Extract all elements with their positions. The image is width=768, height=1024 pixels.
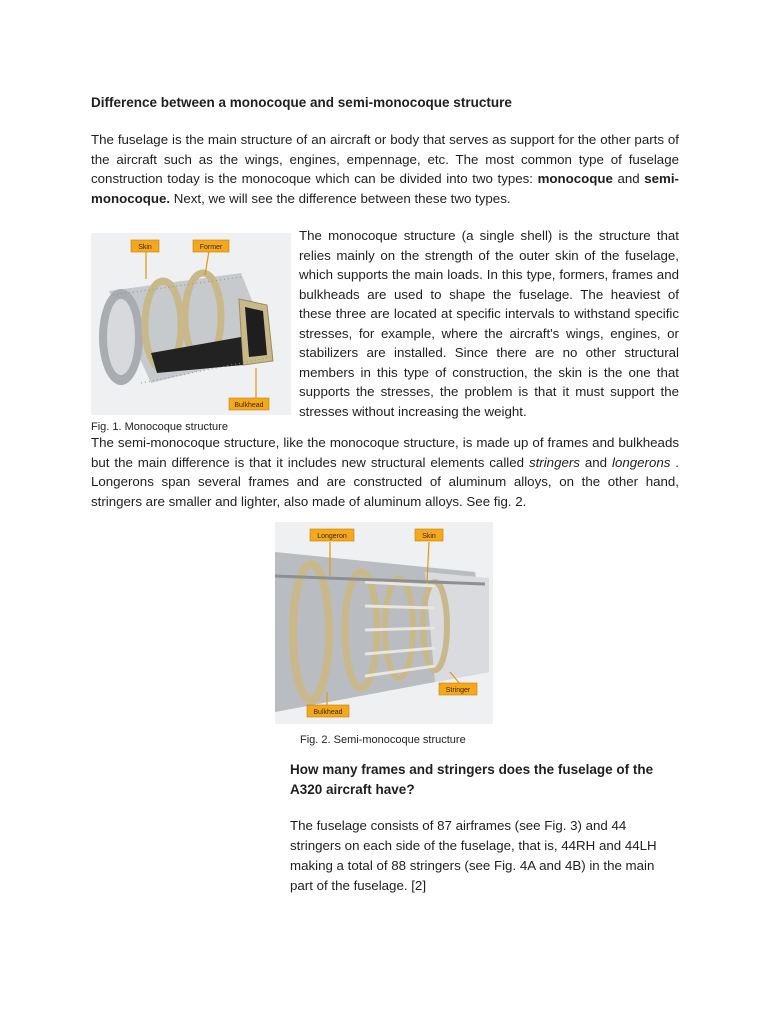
- semi-italic-longerons: longerons: [611, 454, 671, 470]
- label-bulkhead-2: Bulkhead: [313, 709, 343, 716]
- label-longeron: Longeron: [317, 533, 347, 540]
- label-bulkhead: Bulkhead: [234, 402, 264, 409]
- semi-text-2: and: [579, 454, 612, 470]
- semi-italic-stringers: stringers: [528, 454, 580, 470]
- monocoque-figure: [91, 233, 291, 415]
- monocoque-paragraph: The monocoque structure (a single shell) is the structure that relies mainly on the strength of the outer skin of the fuselage, which supports the main loads. In this type, formers, frames and bulkheads are used to shape the fuselage. The heaviest of these three are located at specific intervals to withstand specific stresses, for example, where the aircraft's wings, engines, or stabilizers are installed. Since there are no other structural members in this type of construction, the skin is the one that supports the stresses, the problem is that it must support the stresses without increasing the weight.: [299, 228, 679, 419]
- intro-paragraph: [91, 130, 679, 208]
- intro-bold-monocoque: monocoque: [537, 171, 613, 186]
- figure-2-caption: Fig. 2. Semi-monocoque structure: [300, 734, 466, 746]
- semi-text-1: The semi-monocoque structure, like the monocoque structure, is made up of frames and bulkheads but the main difference is that it includes new structural elements called: [91, 435, 679, 470]
- intro-text-3: Next, we will see the difference between these two types.: [170, 190, 511, 206]
- semi-monocoque-figure: [275, 522, 493, 724]
- figure-1-caption: Fig. 1. Monocoque structure: [91, 421, 228, 433]
- label-skin: Skin: [138, 244, 152, 251]
- answer-paragraph: The fuselage consists of 87 airframes (see Fig. 3) and 44 stringers on each side of the fuselage, that is, 44RH and 44LH making a total of 88 stringers (see Fig. 4A and 4B) in the main part of the fuselage. [2]: [290, 818, 657, 893]
- page-title: Difference between a monocoque and semi-monocoque structure: [91, 95, 512, 110]
- intro-text-1: The fuselage is the main structure of an aircraft or body that serves as support for the other parts of the aircraft such as the wings, engines, empennage, etc. The most common type of fuselage construction today is the monocoque which can be divided into two types:: [91, 132, 679, 186]
- intro-text-2: and: [612, 171, 645, 186]
- label-former: Former: [199, 244, 223, 251]
- semi-monocoque-paragraph: [91, 433, 679, 511]
- label-skin-2: Skin: [422, 533, 436, 540]
- question-heading: How many frames and stringers does the fuselage of the A320 aircraft have?: [290, 762, 654, 797]
- intro-bold-semi-monocoque: semi-monocoque.: [91, 171, 679, 206]
- semi-text-3: . Longerons span several frames and are constructed of aluminum alloys, on the other hand, stringers are smaller and lighter, also made of aluminum alloys. See fig. 2.: [91, 454, 680, 509]
- label-stringer: Stringer: [445, 687, 471, 694]
